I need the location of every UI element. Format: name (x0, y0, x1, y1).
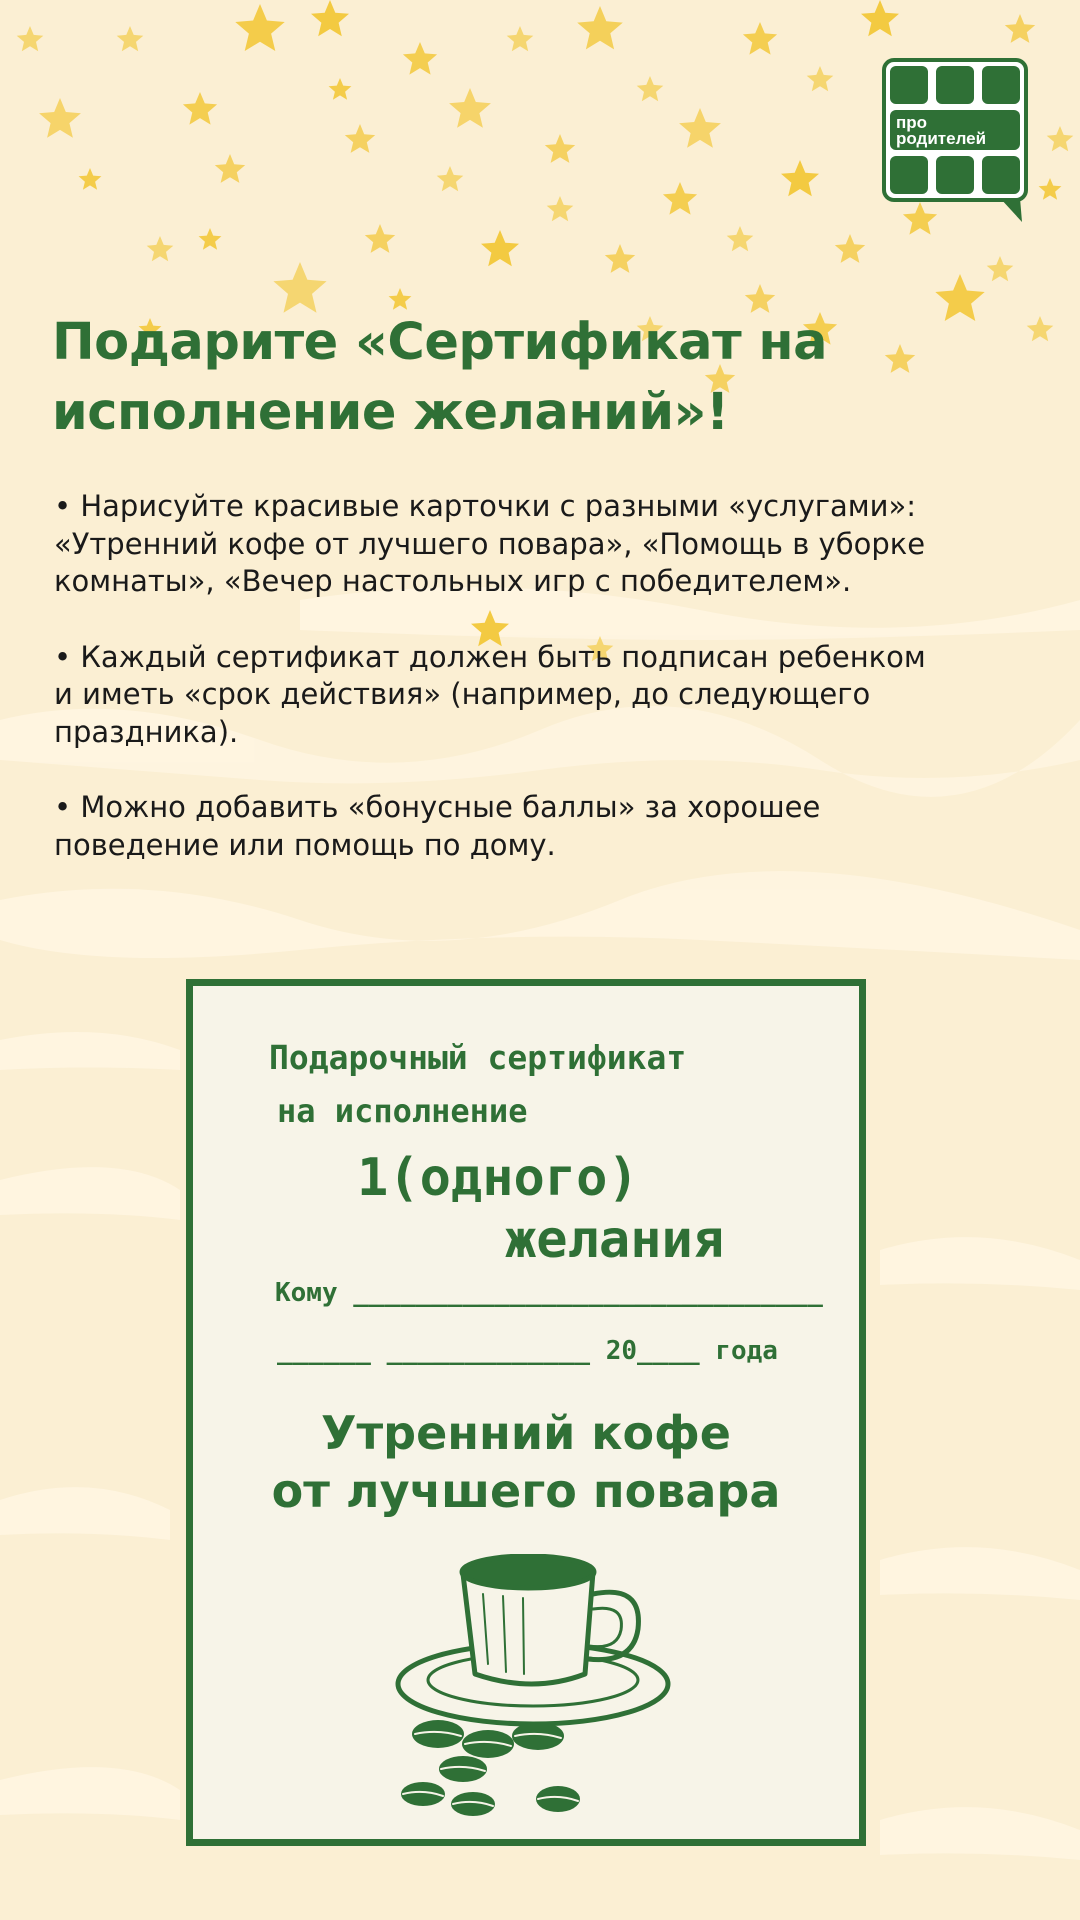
star-icon (743, 22, 777, 55)
star-icon (117, 26, 144, 51)
star-icon (987, 256, 1014, 281)
tip-signature: • Каждый сертификат должен быть подписан ребенком и иметь «срок действия» (например, до следующего праздника). (54, 639, 926, 749)
star-icon (311, 0, 349, 36)
coffee-cup-icon (393, 1554, 673, 1824)
star-icon (183, 92, 217, 125)
star-icon (545, 134, 575, 163)
star-icon (147, 236, 174, 261)
star-icon (449, 88, 491, 128)
tips-list (54, 488, 1054, 902)
star-icon (605, 244, 635, 273)
star-icon (727, 226, 754, 251)
certificate-subtitle: на исполнение (277, 1092, 528, 1130)
certificate-date-line: ______ _____________ 20____ года (277, 1336, 778, 1366)
star-icon (547, 196, 574, 221)
star-icon (235, 4, 284, 51)
star-icon (345, 124, 375, 153)
tip-bonus-points: • Можно добавить «бонусные баллы» за хорошее поведение или помощь по дому. (54, 790, 821, 862)
certificate-title: Подарочный сертификат (269, 1038, 687, 1077)
certificate-recipient-line: Кому ______________________________ (275, 1278, 823, 1308)
star-icon (679, 108, 721, 148)
star-icon (663, 182, 697, 215)
certificate-wish: желания (505, 1210, 725, 1270)
star-icon (835, 234, 865, 263)
certificate-count: 1(одного) (357, 1148, 639, 1208)
logo-text-line2: родителей (896, 129, 987, 148)
star-icon (807, 66, 834, 91)
star-icon (1047, 126, 1074, 151)
star-icon (365, 224, 395, 253)
tip-cards: • Нарисуйте красивые карточки с разными «услугами»: «Утренний кофе от лучшего повара», «Помощь в уборке комнаты», «Вечер настольных игр с победителем». (54, 489, 926, 598)
star-icon (17, 26, 44, 51)
star-icon (577, 6, 623, 49)
pro-roditeley-logo (882, 58, 1028, 226)
gift-certificate-card (186, 979, 866, 1846)
star-icon (39, 98, 81, 138)
logo-text-line1: про (896, 113, 928, 132)
star-icon (215, 154, 245, 183)
star-icon (199, 228, 222, 250)
star-icon (389, 288, 412, 310)
star-icon (273, 262, 326, 313)
star-icon (79, 168, 102, 190)
star-icon (781, 160, 819, 196)
headline: Подарите «Сертификат на исполнение желаний»! (52, 313, 828, 442)
star-icon (481, 230, 519, 266)
star-icon (1005, 14, 1035, 43)
star-icon (403, 42, 437, 75)
star-icon (329, 78, 352, 100)
star-icon (861, 0, 899, 36)
star-icon (437, 166, 464, 191)
star-icon (507, 26, 534, 51)
star-icon (637, 76, 664, 101)
star-icon (1039, 178, 1062, 200)
certificate-service: Утренний кофе от лучшего повара (271, 1406, 781, 1518)
